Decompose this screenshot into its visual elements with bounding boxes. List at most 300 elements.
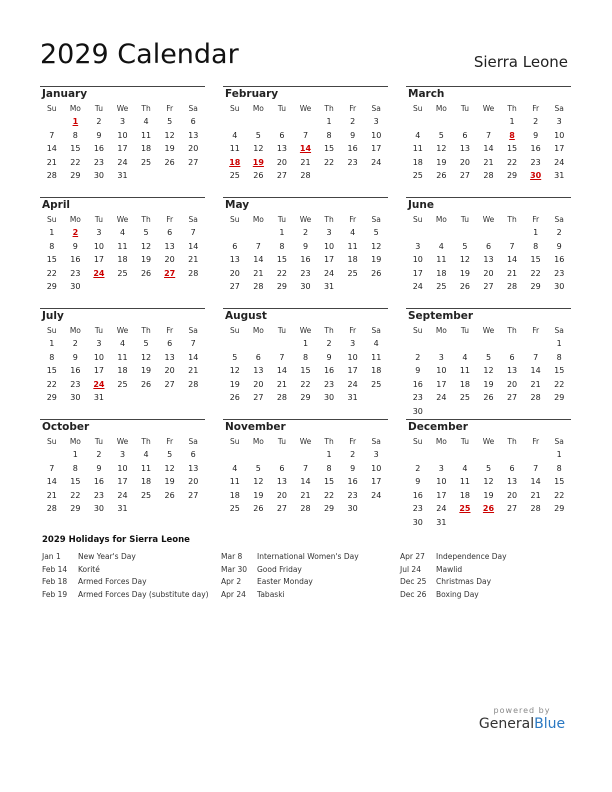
day-cell: 10 bbox=[371, 130, 382, 140]
weekday-label: Sa bbox=[188, 215, 198, 224]
day-cell: 28 bbox=[276, 393, 288, 402]
holiday-name: Independence Day bbox=[436, 552, 507, 561]
holiday-day-cell: 25 bbox=[459, 504, 471, 513]
day-cell: 14 bbox=[530, 477, 541, 486]
month-days bbox=[223, 435, 388, 516]
holiday-date: Mar 30 bbox=[221, 564, 248, 574]
empty-day bbox=[477, 226, 501, 240]
day-cell: 9 bbox=[96, 463, 102, 473]
day-cell: 30 bbox=[93, 171, 105, 180]
holiday-name: Korité bbox=[78, 564, 100, 574]
day-cell: 25 bbox=[371, 379, 382, 389]
day-cell: 21 bbox=[276, 379, 288, 389]
month-april bbox=[40, 197, 205, 308]
day-cell: 14 bbox=[188, 241, 199, 251]
empty-day bbox=[500, 337, 524, 351]
brand-general: General bbox=[478, 716, 535, 732]
weekday-label: Mo bbox=[435, 215, 447, 224]
day-cell: 26 bbox=[140, 268, 152, 278]
holiday-date: Apr 27 bbox=[400, 552, 425, 561]
empty-day bbox=[477, 448, 501, 462]
day-cell: 2 bbox=[556, 228, 562, 237]
empty-day bbox=[524, 448, 548, 462]
month-days bbox=[40, 324, 205, 405]
day-cell: 1 bbox=[326, 450, 332, 459]
country-name: Sierra Leone bbox=[473, 53, 568, 71]
day-cell: 9 bbox=[350, 463, 356, 473]
month-days bbox=[223, 324, 388, 405]
day-cell: 10 bbox=[117, 463, 128, 473]
empty-day bbox=[500, 448, 524, 462]
day-cell: 18 bbox=[459, 490, 471, 500]
day-cell: 28 bbox=[253, 282, 264, 291]
holiday-row bbox=[400, 551, 570, 564]
day-cell: 20 bbox=[229, 268, 240, 278]
month-march bbox=[406, 86, 571, 197]
day-cell: 16 bbox=[530, 144, 541, 153]
day-cell: 14 bbox=[530, 366, 541, 375]
day-cell: 23 bbox=[412, 393, 423, 402]
weekday-label: Fr bbox=[166, 215, 174, 224]
day-cell: 17 bbox=[371, 144, 382, 153]
day-cell: 27 bbox=[276, 171, 288, 180]
day-cell: 12 bbox=[436, 144, 447, 153]
weekday-label: Sa bbox=[371, 326, 381, 335]
day-cell: 10 bbox=[323, 241, 335, 251]
day-cell: 20 bbox=[276, 157, 288, 167]
empty-day bbox=[40, 115, 64, 129]
day-cell: 13 bbox=[188, 130, 199, 140]
day-cell: 2 bbox=[350, 450, 356, 459]
day-cell: 12 bbox=[459, 255, 471, 264]
day-cell: 19 bbox=[229, 379, 240, 389]
weekday-label: Mo bbox=[69, 326, 81, 335]
day-cell: 10 bbox=[436, 366, 447, 375]
holiday-date: Feb 19 bbox=[42, 590, 68, 600]
weekday-label: We bbox=[116, 215, 129, 224]
weekday-label: Fr bbox=[166, 326, 174, 335]
day-cell: 15 bbox=[70, 144, 81, 153]
weekday-label: Th bbox=[141, 437, 151, 446]
empty-day bbox=[294, 448, 318, 462]
day-cell: 31 bbox=[323, 282, 335, 291]
holiday-date: Dec 26 bbox=[400, 590, 427, 600]
weekday-label: Sa bbox=[554, 104, 564, 113]
day-cell: 4 bbox=[438, 241, 444, 251]
day-cell: 11 bbox=[459, 366, 471, 375]
holiday-day-cell: 19 bbox=[252, 157, 264, 167]
weekday-label: Su bbox=[413, 437, 423, 446]
day-cell: 29 bbox=[300, 393, 311, 402]
day-cell: 19 bbox=[483, 490, 494, 500]
month-name: August bbox=[225, 310, 267, 322]
month-november bbox=[223, 419, 388, 530]
day-cell: 22 bbox=[300, 379, 311, 389]
weekday-label: Sa bbox=[188, 104, 198, 113]
day-cell: 8 bbox=[302, 352, 309, 362]
weekday-label: Th bbox=[324, 326, 334, 335]
day-cell: 25 bbox=[229, 504, 240, 513]
day-cell: 6 bbox=[190, 450, 196, 459]
day-cell: 29 bbox=[46, 282, 57, 291]
holiday-row bbox=[400, 576, 570, 589]
day-cell: 15 bbox=[276, 255, 288, 264]
day-cell: 14 bbox=[506, 255, 518, 264]
empty-day bbox=[40, 448, 64, 462]
month-name: February bbox=[225, 88, 279, 100]
day-cell: 13 bbox=[276, 477, 288, 486]
weekday-label: Th bbox=[141, 326, 151, 335]
day-cell: 6 bbox=[167, 228, 173, 237]
day-cell: 26 bbox=[164, 157, 175, 167]
day-cell: 12 bbox=[253, 477, 264, 486]
day-cell: 3 bbox=[556, 117, 562, 126]
day-cell: 7 bbox=[190, 339, 196, 348]
holiday-day-cell: 26 bbox=[482, 504, 495, 513]
day-cell: 30 bbox=[323, 393, 335, 402]
day-cell: 25 bbox=[140, 490, 152, 500]
day-cell: 7 bbox=[533, 352, 539, 362]
day-cell: 22 bbox=[70, 157, 81, 167]
weekday-label: Tu bbox=[277, 437, 287, 446]
day-cell: 17 bbox=[347, 366, 358, 375]
day-cell: 23 bbox=[412, 504, 423, 513]
month-name: November bbox=[225, 421, 286, 433]
day-cell: 23 bbox=[347, 490, 358, 500]
weekday-label: Fr bbox=[349, 326, 357, 335]
empty-day bbox=[247, 115, 271, 129]
day-cell: 18 bbox=[371, 366, 382, 375]
weekday-label: Mo bbox=[252, 104, 264, 113]
weekday-label: Sa bbox=[554, 326, 564, 335]
day-cell: 5 bbox=[373, 228, 379, 237]
day-cell: 22 bbox=[323, 490, 335, 500]
day-cell: 25 bbox=[412, 171, 423, 180]
day-cell: 9 bbox=[415, 366, 421, 375]
day-cell: 6 bbox=[232, 241, 238, 251]
empty-day bbox=[247, 226, 271, 240]
day-cell: 23 bbox=[347, 157, 358, 167]
day-cell: 1 bbox=[533, 228, 539, 237]
weekday-label: Tu bbox=[460, 215, 470, 224]
holiday-row bbox=[42, 576, 212, 589]
day-cell: 3 bbox=[350, 339, 356, 348]
day-cell: 21 bbox=[300, 490, 311, 500]
day-cell: 29 bbox=[323, 504, 335, 513]
day-cell: 19 bbox=[164, 477, 175, 486]
weekday-label: We bbox=[299, 104, 312, 113]
day-cell: 29 bbox=[46, 393, 57, 402]
month-name: July bbox=[42, 310, 64, 322]
weekday-label: Mo bbox=[252, 215, 264, 224]
weekday-label: Su bbox=[230, 326, 240, 335]
day-cell: 19 bbox=[253, 490, 264, 500]
day-cell: 18 bbox=[412, 157, 423, 167]
day-cell: 21 bbox=[506, 268, 518, 278]
day-cell: 24 bbox=[371, 490, 382, 500]
day-cell: 12 bbox=[140, 241, 152, 251]
day-cell: 17 bbox=[436, 490, 447, 500]
weekday-label: Sa bbox=[554, 437, 564, 446]
day-cell: 26 bbox=[140, 379, 152, 389]
month-name: January bbox=[42, 88, 88, 100]
day-cell: 17 bbox=[412, 268, 423, 278]
weekday-label: Fr bbox=[532, 326, 540, 335]
empty-day bbox=[294, 115, 318, 129]
day-cell: 11 bbox=[371, 352, 382, 362]
brand-name bbox=[474, 715, 570, 733]
day-cell: 19 bbox=[436, 157, 447, 167]
day-cell: 21 bbox=[188, 366, 199, 375]
day-cell: 20 bbox=[253, 379, 264, 389]
month-july bbox=[40, 308, 205, 419]
day-cell: 3 bbox=[96, 339, 102, 348]
day-cell: 3 bbox=[119, 117, 126, 126]
weekday-label: Su bbox=[47, 215, 57, 224]
holiday-row bbox=[42, 551, 212, 564]
holiday-day-cell: 24 bbox=[93, 268, 105, 278]
day-cell: 7 bbox=[485, 130, 492, 140]
weekday-label: Th bbox=[324, 215, 334, 224]
day-cell: 7 bbox=[255, 241, 261, 251]
empty-day bbox=[270, 337, 294, 351]
day-cell: 1 bbox=[279, 228, 285, 237]
holiday-name: Good Friday bbox=[257, 564, 302, 574]
weekday-label: Th bbox=[324, 104, 334, 113]
holiday-day-cell: 1 bbox=[72, 117, 79, 126]
weekday-label: We bbox=[299, 326, 312, 335]
day-cell: 15 bbox=[323, 144, 335, 153]
day-cell: 13 bbox=[506, 477, 518, 486]
day-cell: 17 bbox=[554, 144, 565, 153]
day-cell: 4 bbox=[232, 463, 238, 473]
day-cell: 9 bbox=[72, 241, 78, 251]
day-cell: 31 bbox=[117, 171, 128, 180]
day-cell: 20 bbox=[188, 144, 199, 153]
month-days bbox=[406, 213, 571, 294]
day-cell: 6 bbox=[279, 463, 285, 473]
day-cell: 4 bbox=[462, 352, 468, 362]
weekday-label: Mo bbox=[252, 437, 264, 446]
empty-day bbox=[223, 226, 247, 240]
weekday-label: Mo bbox=[69, 215, 81, 224]
weekday-label: Th bbox=[507, 104, 517, 113]
day-cell: 28 bbox=[188, 268, 199, 278]
holiday-name: Christmas Day bbox=[436, 577, 492, 587]
weekday-label: Sa bbox=[371, 437, 381, 446]
day-cell: 22 bbox=[46, 379, 57, 389]
day-cell: 14 bbox=[46, 144, 57, 153]
month-name: December bbox=[408, 421, 468, 433]
day-cell: 24 bbox=[371, 157, 382, 167]
holiday-column-2 bbox=[221, 551, 391, 602]
day-cell: 26 bbox=[371, 268, 382, 278]
day-cell: 10 bbox=[554, 130, 565, 140]
day-cell: 19 bbox=[459, 268, 471, 278]
holiday-day-cell: 2 bbox=[72, 228, 79, 237]
day-cell: 30 bbox=[412, 517, 423, 527]
generalblue-logo[interactable] bbox=[474, 706, 570, 733]
day-cell: 19 bbox=[140, 366, 152, 375]
holiday-name: Armed Forces Day (substitute day) bbox=[78, 590, 209, 600]
month-days bbox=[406, 102, 571, 183]
day-cell: 6 bbox=[255, 352, 261, 362]
day-cell: 27 bbox=[483, 282, 494, 291]
day-cell: 16 bbox=[347, 477, 358, 486]
day-cell: 10 bbox=[371, 463, 382, 473]
day-cell: 27 bbox=[188, 490, 199, 500]
weekday-label: We bbox=[299, 437, 312, 446]
empty-day bbox=[453, 337, 477, 351]
day-cell: 30 bbox=[347, 504, 358, 513]
weekday-label: Th bbox=[507, 215, 517, 224]
day-cell: 27 bbox=[164, 379, 175, 389]
month-days bbox=[406, 435, 571, 529]
weekday-label: Mo bbox=[435, 104, 447, 113]
day-cell: 24 bbox=[347, 379, 358, 389]
empty-day bbox=[453, 448, 477, 462]
holiday-name: Easter Monday bbox=[257, 577, 313, 587]
empty-day bbox=[406, 337, 430, 351]
powered-by-label: powered by bbox=[493, 706, 551, 715]
weekday-label: We bbox=[299, 215, 312, 224]
month-may bbox=[223, 197, 388, 308]
day-cell: 7 bbox=[302, 463, 309, 473]
day-cell: 29 bbox=[530, 282, 541, 291]
day-cell: 25 bbox=[229, 171, 240, 180]
day-cell: 31 bbox=[436, 517, 447, 527]
day-cell: 5 bbox=[232, 352, 238, 362]
weekday-label: Sa bbox=[188, 437, 198, 446]
day-cell: 14 bbox=[483, 144, 494, 153]
day-cell: 20 bbox=[506, 379, 518, 389]
day-cell: 28 bbox=[530, 504, 541, 513]
weekday-label: Sa bbox=[188, 326, 198, 335]
weekday-label: Su bbox=[47, 437, 57, 446]
day-cell: 11 bbox=[459, 477, 471, 486]
day-cell: 11 bbox=[412, 144, 423, 153]
holiday-name: Armed Forces Day bbox=[78, 577, 147, 587]
day-cell: 15 bbox=[300, 366, 311, 375]
day-cell: 16 bbox=[347, 144, 358, 153]
day-cell: 5 bbox=[462, 241, 468, 251]
day-cell: 13 bbox=[253, 366, 264, 375]
day-cell: 1 bbox=[49, 339, 55, 348]
day-cell: 19 bbox=[164, 144, 175, 153]
day-cell: 16 bbox=[70, 255, 81, 264]
day-cell: 16 bbox=[554, 255, 565, 264]
holiday-name: Mawlid bbox=[436, 564, 463, 574]
weekday-label: Tu bbox=[277, 215, 287, 224]
day-cell: 25 bbox=[436, 282, 447, 291]
day-cell: 5 bbox=[485, 463, 492, 473]
weekday-label: Mo bbox=[69, 104, 81, 113]
day-cell: 26 bbox=[483, 393, 494, 402]
day-cell: 28 bbox=[188, 379, 199, 389]
day-cell: 2 bbox=[326, 339, 332, 348]
day-cell: 1 bbox=[302, 339, 309, 348]
day-cell: 10 bbox=[347, 352, 358, 362]
day-cell: 2 bbox=[415, 463, 421, 473]
day-cell: 9 bbox=[72, 352, 78, 362]
day-cell: 9 bbox=[96, 130, 102, 140]
weekday-label: Mo bbox=[69, 437, 81, 446]
month-name: May bbox=[225, 199, 250, 211]
weekday-label: Th bbox=[141, 104, 151, 113]
day-cell: 8 bbox=[72, 130, 78, 140]
day-cell: 18 bbox=[117, 366, 128, 375]
day-cell: 14 bbox=[300, 477, 311, 486]
day-cell: 21 bbox=[46, 490, 57, 500]
day-cell: 13 bbox=[164, 352, 175, 362]
day-cell: 12 bbox=[164, 130, 175, 140]
empty-day bbox=[406, 448, 430, 462]
day-cell: 3 bbox=[119, 450, 126, 459]
holiday-name: Tabaski bbox=[257, 590, 285, 600]
holiday-day-cell: 8 bbox=[509, 130, 515, 140]
day-cell: 6 bbox=[190, 117, 196, 126]
empty-day bbox=[270, 115, 294, 129]
day-cell: 26 bbox=[164, 490, 175, 500]
day-cell: 7 bbox=[49, 130, 55, 140]
holiday-date: Apr 24 bbox=[221, 590, 246, 600]
day-cell: 27 bbox=[506, 393, 518, 402]
weekday-label: We bbox=[116, 326, 129, 335]
day-cell: 5 bbox=[167, 450, 173, 459]
day-cell: 25 bbox=[140, 157, 152, 167]
day-cell: 6 bbox=[485, 241, 492, 251]
empty-day bbox=[223, 448, 247, 462]
weekday-label: Tu bbox=[277, 326, 287, 335]
day-cell: 10 bbox=[93, 241, 105, 251]
day-cell: 6 bbox=[509, 463, 515, 473]
day-cell: 24 bbox=[436, 393, 447, 402]
day-cell: 13 bbox=[164, 241, 175, 251]
day-cell: 1 bbox=[509, 117, 515, 126]
day-cell: 17 bbox=[117, 477, 128, 486]
holiday-date: Apr 2 bbox=[221, 577, 242, 587]
weekday-label: Tu bbox=[94, 215, 104, 224]
day-cell: 9 bbox=[350, 130, 356, 140]
day-cell: 23 bbox=[530, 157, 541, 167]
day-cell: 9 bbox=[326, 352, 332, 362]
day-cell: 14 bbox=[276, 366, 288, 375]
empty-day bbox=[406, 226, 430, 240]
day-cell: 31 bbox=[93, 393, 105, 402]
day-cell: 26 bbox=[436, 171, 447, 180]
day-cell: 16 bbox=[323, 366, 335, 375]
month-september bbox=[406, 308, 571, 419]
day-cell: 29 bbox=[276, 282, 288, 291]
empty-day bbox=[524, 337, 548, 351]
day-cell: 29 bbox=[70, 504, 81, 513]
day-cell: 23 bbox=[300, 268, 311, 278]
weekday-label: Th bbox=[507, 326, 517, 335]
weekday-label: Su bbox=[230, 104, 240, 113]
day-cell: 5 bbox=[438, 130, 444, 140]
day-cell: 7 bbox=[49, 463, 55, 473]
weekday-label: Tu bbox=[460, 437, 470, 446]
month-december bbox=[406, 419, 571, 530]
holiday-name: Boxing Day bbox=[436, 590, 479, 600]
month-days bbox=[223, 213, 388, 294]
day-cell: 9 bbox=[556, 241, 562, 251]
month-february bbox=[223, 86, 388, 197]
day-cell: 10 bbox=[412, 255, 423, 264]
day-cell: 1 bbox=[556, 339, 562, 348]
holiday-date: Mar 8 bbox=[221, 552, 243, 561]
day-cell: 22 bbox=[506, 157, 518, 167]
